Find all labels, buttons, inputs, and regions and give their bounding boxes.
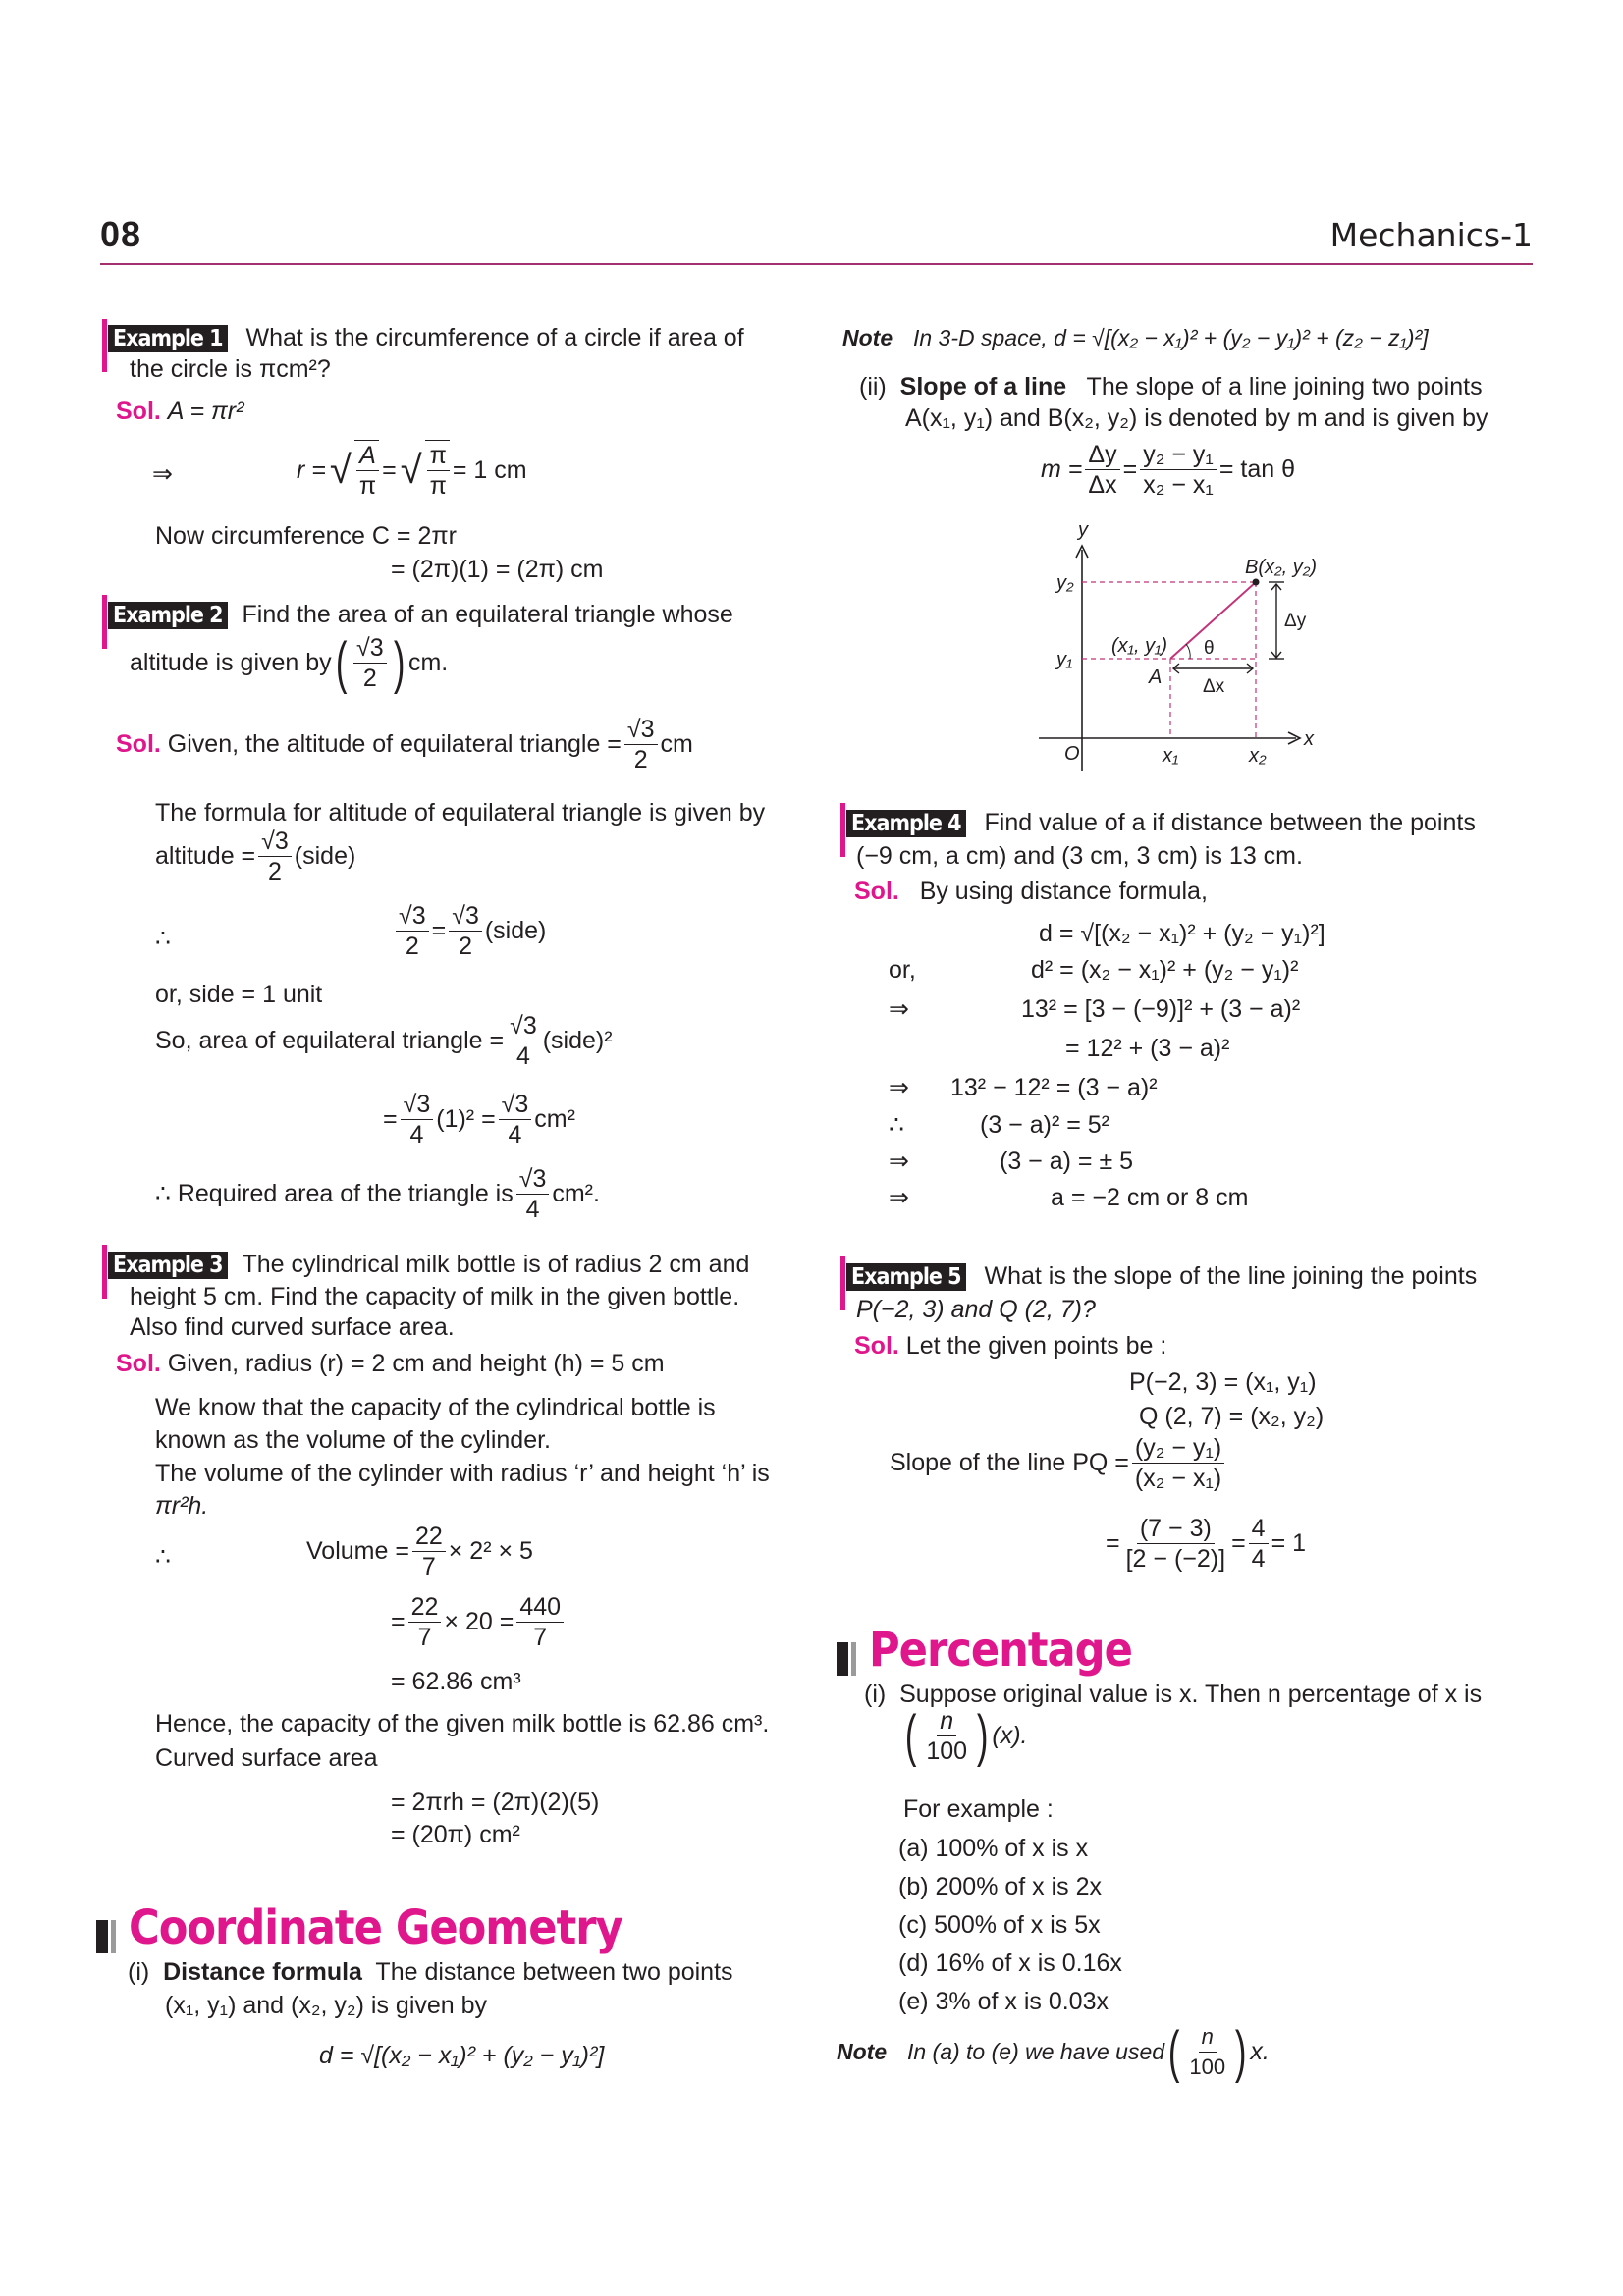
dy-label: Δy [1284,611,1307,631]
distance-formula: d = √[(x₂ − x₁)² + (y₂ − y₁)²] [319,2042,605,2069]
point-p-line: P(−2, 3) = (x₁, y₁) [1129,1368,1317,1396]
step-connector: ⇒ [889,1184,909,1211]
example-3-question-line2: height 5 cm. Find the capacity of milk in the given bottle. [130,1283,740,1310]
point-q-line: Q (2, 7) = (x₂, y₂) [1139,1403,1325,1430]
x-axis-label: x [1304,728,1314,750]
distance-formula-item: (i) Distance formula The distance between two points [128,1958,733,1986]
header-rule [100,263,1533,265]
example-1-badge: Example 1 [108,325,228,352]
circumference-line: Now circumference C = 2πr [155,522,457,550]
slope-line2: A(x₁, y₁) and B(x₂, y₂) is denoted by m and is given by [905,404,1488,432]
percentage-example-item: (d) 16% of x is 0.16x [898,1949,1122,1977]
section-marker-icon [837,1642,859,1681]
volume-result: = 62.86 cm³ [391,1668,521,1695]
slope-pq-calc: = $\frac{(7 - 3)}{[2 - (-2)]}$ = $\frac{4}{4}$ = 1 [1106,1515,1307,1573]
example-accent-bar [102,319,107,372]
note-3d: Note In 3-D space, d = √[(x₂ − x₁)² + (y₂ − y₁)² + (z₂ − z₁)²] [842,325,1429,350]
example-3-question: Example 3 The cylindrical milk bottle is of radius 2 cm and [108,1249,749,1281]
example-accent-bar [102,1245,107,1299]
sol-label: Sol. [116,398,161,425]
volume-text-4: πr²h. [155,1492,209,1520]
y2-tick-label: y₂ [1056,572,1074,594]
example-5-question: Example 5 What is the slope of the line joining the points [846,1260,1477,1293]
percentage-example-item: (b) 200% of x is 2x [898,1873,1103,1900]
example-2-badge: Example 2 [108,602,228,629]
step-expression: d² = (x₂ − x₁)² + (y₂ − y₁)² [1031,956,1299,984]
page-number: 08 [100,214,142,254]
implies-symbol: ⇒ [152,460,173,488]
example-2-solution: Sol. Given, the altitude of equilateral triangle = $\frac{√3}{2}$ cm [116,716,693,774]
example-4-solution: Sol. By using distance formula, [854,878,1208,905]
required-area: ∴ Required area of the triangle is $\frac{√3}{4}$ cm². [155,1165,600,1223]
dx-label: Δx [1203,676,1225,697]
step-expression: 13² − 12² = (3 − a)² [950,1074,1158,1101]
altitude-formula: altitude = $\frac{√3}{2}$ (side) [155,828,356,885]
slope-diagram [1021,510,1335,775]
example-3-badge: Example 3 [108,1252,228,1279]
theta-label: θ [1204,638,1215,659]
distance-formula-line2: (x₁, y₁) and (x₂, y₂) is given by [165,1992,488,2019]
point-b-marker [1253,579,1260,586]
percentage-formula: ( $\frac{n}{100}$ ) (x). [904,1703,1028,1768]
volume-equation: Volume = $\frac{22}{7}$ × 2² × 5 [306,1522,533,1580]
step-expression: (3 − a) = ± 5 [1000,1148,1134,1175]
example-3-solution: Sol. Given, radius (r) = 2 cm and height (h) = 5 cm [116,1350,665,1377]
circumference-result: = (2π)(1) = (2π) cm [391,556,604,583]
step-connector: or, [889,956,916,984]
point-a-label: A [1149,667,1163,688]
step-connector: ⇒ [889,1074,909,1101]
therefore-symbol: ∴ [155,1543,171,1571]
example-accent-bar [102,595,107,649]
x2-tick-label: x₂ [1249,745,1267,767]
percentage-heading: Percentage [837,1625,1132,1681]
capacity-line: Hence, the capacity of the given milk bottle is 62.86 cm³. [155,1710,770,1737]
step-connector: ∴ [889,1111,904,1139]
formula-line: The formula for altitude of equilateral triangle is given by [155,799,766,827]
example-3-question-line3: Also find curved surface area. [130,1313,455,1341]
origin-label: O [1064,743,1080,765]
example-4-badge: Example 4 [846,810,966,837]
side-result: or, side = 1 unit [155,981,323,1008]
csa-label: Curved surface area [155,1744,378,1772]
volume-text-3: The volume of the cylinder with radius ‘r’ and height ‘h’ is [155,1460,770,1487]
volume-text-2: known as the volume of the cylinder. [155,1426,552,1454]
chapter-title: Mechanics-1 [1329,216,1533,254]
example-1-question: Example 1 What is the circumference of a circle if area of [108,322,744,354]
side-equation: $\frac{√3}{2}$ = $\frac{√3}{2}$ (side) [393,901,546,961]
percentage-item-i: (i) Suppose original value is x. Then n percentage of x is [864,1681,1483,1708]
step-expression: (3 − a)² = 5² [980,1111,1109,1139]
percentage-example-item: (c) 500% of x is 5x [898,1911,1101,1939]
radius-equation: r = √ $\frac{A}{\pi}$ = √ $\frac{\pi}{\pi}$ = 1 cm [297,442,527,500]
point-b-label: B(x₂, y₂) [1245,557,1318,578]
therefore-symbol: ∴ [155,925,171,952]
slope-formula: m = $\frac{\Delta y}{\Delta x}$ = $\frac{\text{y₂ − y₁}}{\text{x₂ − x₁}}$ = tan θ [1041,441,1295,499]
slope-pq-formula: Slope of the line PQ = $\frac{\text{(y₂ − y₁)}}{\text{(x₂ − x₁)}}$ [890,1433,1227,1493]
area-step: = $\frac{√3}{4}$ (1)² = $\frac{√3}{4}$ cm² [383,1091,575,1148]
example-1-solution: Sol. A = πr² [116,398,244,425]
angle-arc [1186,644,1190,659]
step-expression: = 12² + (3 − a)² [1065,1035,1230,1062]
section-marker-icon [96,1920,119,1958]
percentage-example-item: (a) 100% of x is x [898,1835,1089,1862]
step-expression: a = −2 cm or 8 cm [1051,1184,1249,1211]
slope-item: (ii) Slope of a line The slope of a line joining two points [859,373,1483,400]
example-2-question: Example 2 Find the area of an equilateral triangle whose [108,599,733,631]
example-2-question-line2: altitude is given by ( $\frac{√3}{2}$ ) cm. [130,630,449,695]
y-axis-label: y [1078,519,1088,541]
area-formula: So, area of equilateral triangle = $\frac{√3}{4}$ (side)² [155,1012,613,1070]
example-5-solution: Sol. Let the given points be : [854,1332,1167,1360]
point-a-coords: (x₁, y₁) [1111,635,1168,657]
step-expression: d = √[(x₂ − x₁)² + (y₂ − y₁)²] [1039,920,1325,947]
example-5-badge: Example 5 [846,1263,966,1291]
y1-tick-label: y₁ [1056,649,1073,670]
csa-step-1: = 2πrh = (2π)(2)(5) [391,1789,600,1816]
example-accent-bar [840,803,845,857]
example-accent-bar [840,1256,845,1310]
x1-tick-label: x₁ [1163,745,1179,767]
percentage-note: Note In (a) to (e) we have used ( $\frac{n}{100}$ ) x. [837,2019,1270,2084]
for-example-label: For example : [903,1795,1054,1823]
example-4-question: Example 4 Find value of a if distance between the points [846,807,1476,839]
example-1-question-line2: the circle is πcm²? [130,355,331,383]
step-connector: ⇒ [889,995,909,1023]
coordinate-geometry-heading: Coordinate Geometry [96,1902,622,1958]
step-connector: ⇒ [889,1148,909,1175]
step-expression: 13² = [3 − (−9)]² + (3 − a)² [1021,995,1301,1023]
example-5-question-line2: P(−2, 3) and Q (2, 7)? [856,1296,1096,1323]
csa-step-2: = (20π) cm² [391,1821,520,1848]
volume-text-1: We know that the capacity of the cylindrical bottle is [155,1394,716,1421]
percentage-example-item: (e) 3% of x is 0.03x [898,1988,1109,2015]
example-4-question-line2: (−9 cm, a cm) and (3 cm, 3 cm) is 13 cm. [856,842,1303,870]
volume-step-2: = $\frac{22}{7}$ × 20 = $\frac{440}{7}$ [391,1592,567,1652]
